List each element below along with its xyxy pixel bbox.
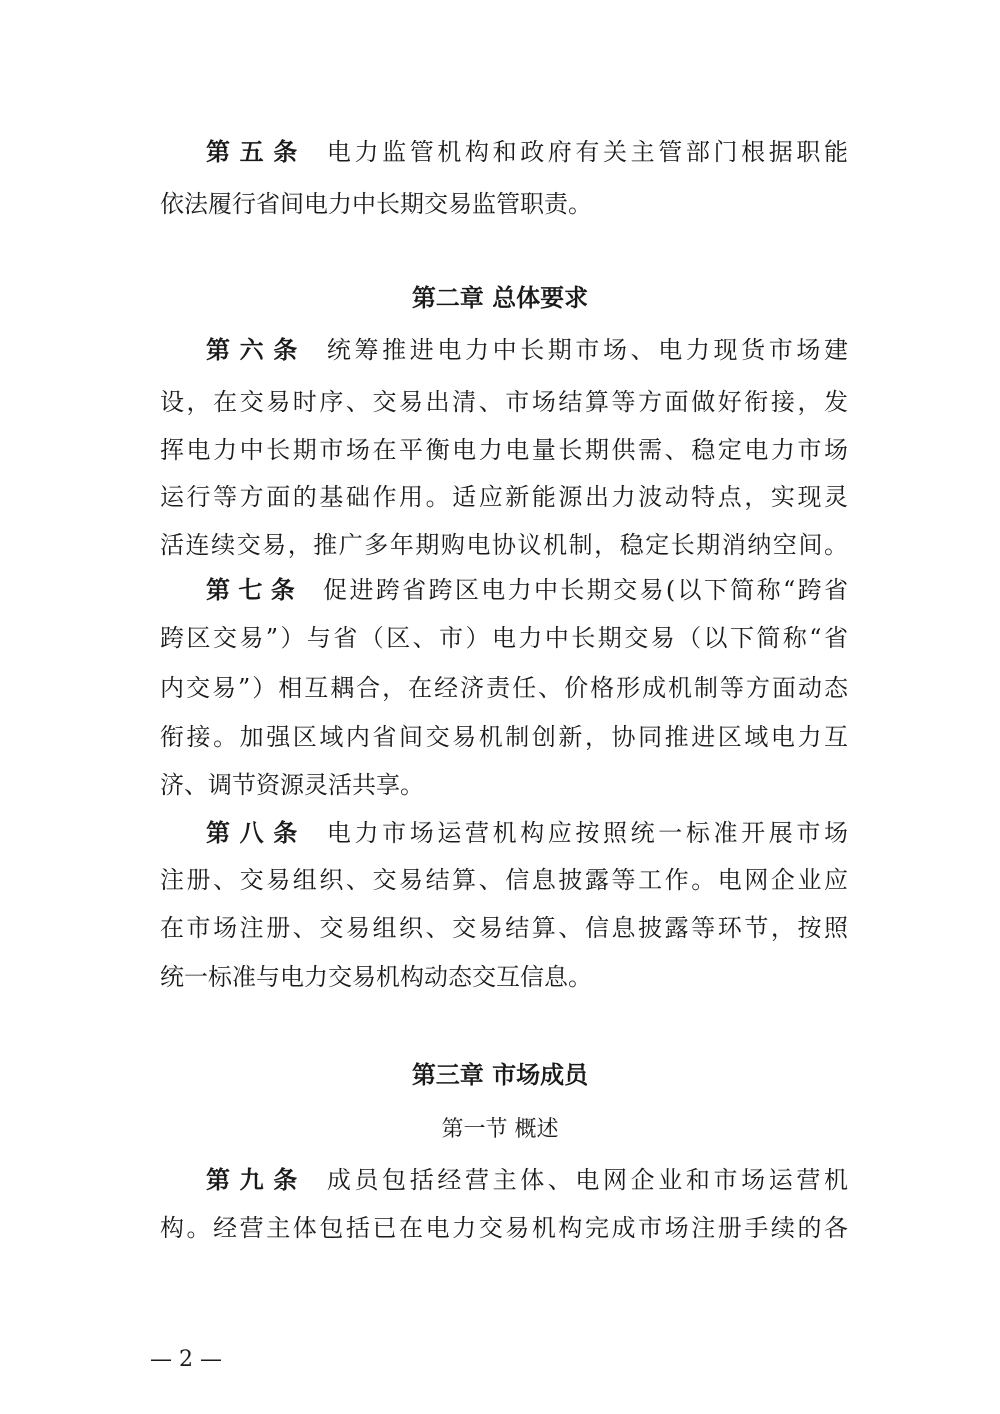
article-text: 电力监管机构和政府有关主管部门根据职能 bbox=[326, 138, 849, 166]
article-5-line-1 bbox=[206, 128, 848, 176]
article-7-line-4: 衔接。加强区域内省间交易机制创新，协同推进区域电力互 bbox=[160, 723, 848, 751]
article-label: 第八条 bbox=[206, 818, 307, 847]
article-9-line-1 bbox=[206, 1156, 848, 1204]
article-5-line-2: 依法履行省间电力中长期交易监管职责。 bbox=[160, 190, 592, 218]
article-8-line-1 bbox=[206, 809, 848, 857]
article-label: 第七条 bbox=[206, 575, 304, 604]
article-9-line-2: 构。经营主体包括已在电力交易机构完成市场注册手续的各 bbox=[160, 1214, 848, 1242]
article-8-line-3: 在市场注册、交易组织、交易结算、信息披露等环节，按照 bbox=[160, 914, 848, 942]
article-6-line-5: 活连续交易，推广多年期购电协议机制，稳定长期消纳空间。 bbox=[160, 531, 848, 559]
page-number: — 2 — bbox=[150, 1347, 222, 1372]
article-text: 电力市场运营机构应按照统一标准开展市场 bbox=[326, 819, 849, 847]
article-6-line-1 bbox=[206, 326, 848, 374]
article-text: 成员包括经营主体、电网企业和市场运营机 bbox=[326, 1166, 849, 1194]
article-8-line-2: 注册、交易组织、交易结算、信息披露等工作。电网企业应 bbox=[160, 866, 848, 894]
article-text: 统筹推进电力中长期市场、电力现货市场建 bbox=[326, 336, 849, 364]
article-label: 第九条 bbox=[206, 1165, 307, 1194]
section-heading: 第一节 概述 bbox=[441, 1117, 559, 1142]
article-6-line-2: 设，在交易时序、交易出清、市场结算等方面做好衔接，发 bbox=[160, 388, 848, 416]
article-label: 第五条 bbox=[206, 137, 307, 166]
article-label: 第六条 bbox=[206, 335, 307, 364]
article-7-line-3: 内交易”）相互耦合，在经济责任、价格形成机制等方面动态 bbox=[160, 674, 848, 702]
article-7-line-1 bbox=[206, 566, 848, 614]
article-7-line-5: 济、调节资源灵活共享。 bbox=[160, 771, 424, 799]
article-7-line-2: 跨区交易”）与省（区、市）电力中长期交易（以下简称“省 bbox=[160, 624, 848, 652]
article-8-line-4: 统一标准与电力交易机构动态交互信息。 bbox=[160, 963, 592, 991]
article-text: 促进跨省跨区电力中长期交易(以下简称“跨省 bbox=[323, 576, 848, 604]
chapter-heading: 第二章 总体要求 bbox=[411, 283, 589, 312]
article-6-line-3: 挥电力中长期市场在平衡电力电量长期供需、稳定电力市场 bbox=[160, 436, 848, 464]
chapter-heading: 第三章 市场成员 bbox=[411, 1060, 589, 1089]
article-6-line-4: 运行等方面的基础作用。适应新能源出力波动特点，实现灵 bbox=[160, 483, 848, 511]
